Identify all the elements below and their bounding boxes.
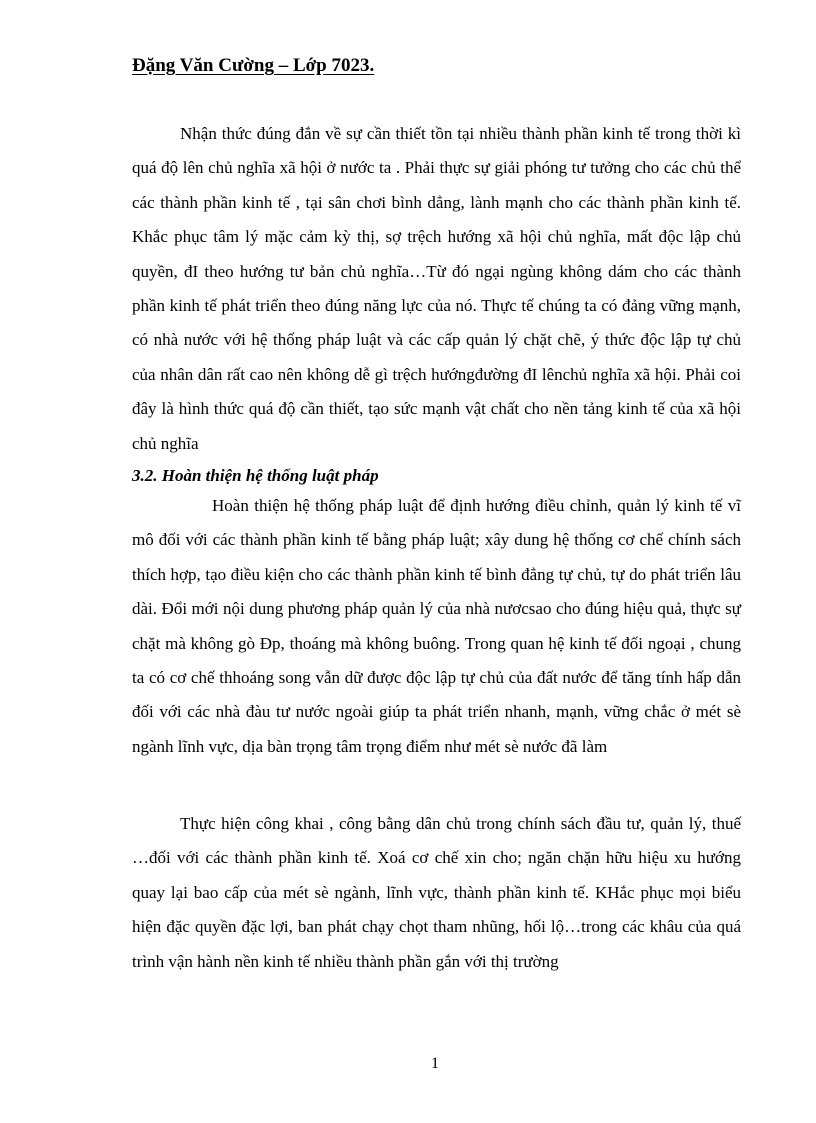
paragraph-3: Thực hiện công khai , công bằng dân chủ trong chính sách đầu tư, quản lý, thuế …đối với các thành phần kinh tế. Xoá cơ chế xin cho; ngăn chặn hữu hiệu xu hướng quay lại bao cấp của mét sè ngành, lĩnh vực, thành phần kinh tế. KHắc phục mọi biểu hiện đặc quyền đặc lợi, ban phát chạy chọt tham nhũng, hối lộ…trong các khâu của quá trình vận hành nền kinh tế nhiều thành phần gắn với thị trường [132,814,741,971]
page-header: Đặng Văn Cường – Lớp 7023. [132,55,375,76]
page-number: 1 [431,1055,439,1072]
paragraph-1: Nhận thức đúng đắn về sự cần thiết tồn tại nhiều thành phần kinh tế trong thời kì quá độ lên chủ nghĩa xã hội ở nước ta . Phải thực sự giải phóng tư tưởng cho các chủ thể các thành phần kinh tế , tại sân chơi bình dẳng, lành mạnh cho các thành phần kinh tế. Khắc phục tâm lý mặc cảm kỳ thị, sợ trệch hướng xã hội chủ nghĩa, mất độc lập chủ quyền, đI theo hướng tư bản chủ nghĩa…Từ đó ngại ngùng không dám cho các thành phần kinh tế phát triển theo đúng năng lực của nó. Thực tế chúng ta có đảng vững mạnh, có nhà nước với hệ thống pháp luật và các cấp quản lý chặt chẽ, ý thức độc lập tự chủ của nhân dân rất cao nên không dễ gì trệch hướngđường đI lênchủ nghĩa xã hội. Phải coi đây là hình thức quá độ cần thiết, tạo sức mạnh vật chất cho nền tảng kinh tế của xã hội chủ nghĩa [132,124,741,453]
paragraph-2: Hoàn thiện hệ thống pháp luật để định hướng điều chỉnh, quản lý kinh tế vĩ mô đối với các thành phần kinh tế bằng pháp luật; xây dung hệ thống cơ chế chính sách thích hợp, tạo điều kiện cho các thành phần kinh tế bình đẳng tự chủ, tự do phát triển lâu dài. Đổi mới nội dung phương pháp quản lý của nhà nươcsao cho đúng hiệu quả, thực sự chặt mà không gò Đp, thoáng mà không buông. Trong quan hệ kinh tế đối ngoại , chung ta có cơ chế thhoáng song vẫn dữ được độc lập tự chủ của đất nước để tăng tính hấp dẫn đối với các nhà đàu tư nước ngoài giúp ta phát triển nhanh, mạnh, vững chắc ở mét sè ngành lĩnh vực, dịa bàn trọng tâm trọng điểm như mét sè nước đã làm [132,496,741,756]
section-heading: 3.2. Hoàn thiện hệ thống luật pháp [132,466,379,485]
